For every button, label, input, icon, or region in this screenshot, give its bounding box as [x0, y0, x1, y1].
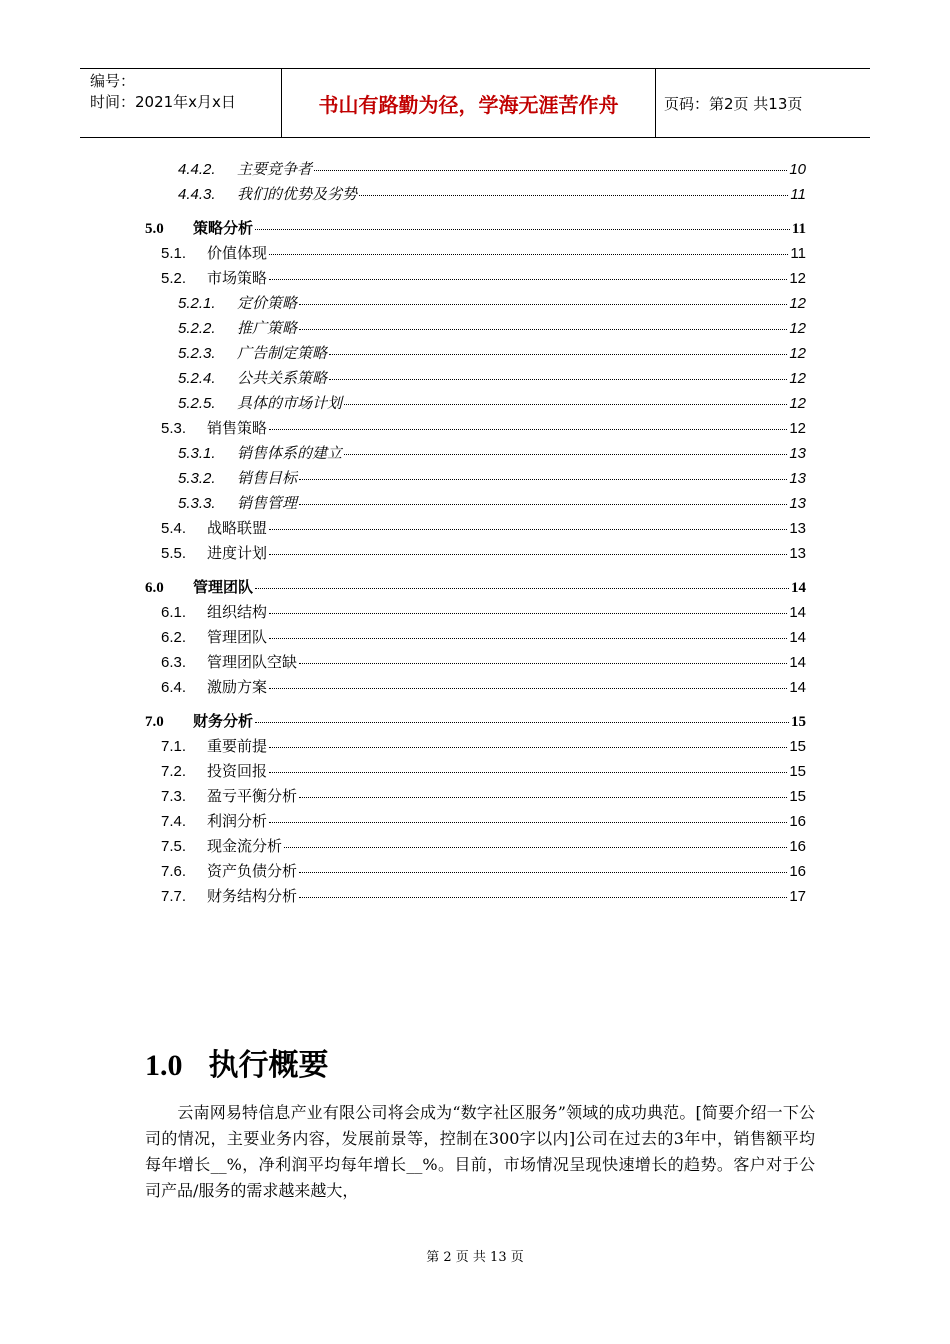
- toc-entry-title: 具体的市场计划: [237, 395, 343, 412]
- toc-dot-leader: [314, 170, 787, 171]
- toc-entry[interactable]: [161, 626, 806, 651]
- toc-entry-title: 销售体系的建立: [237, 445, 343, 462]
- toc-entry-number: 6.2.: [161, 629, 187, 646]
- toc-entry-number: 4.4.2.: [178, 161, 216, 178]
- toc-entry[interactable]: [161, 417, 806, 442]
- toc-dot-leader: [299, 479, 787, 480]
- toc-entry-page: 15: [789, 788, 806, 805]
- toc-entry-title: 进度计划: [207, 545, 268, 562]
- toc-dot-leader: [269, 529, 787, 530]
- toc-dot-leader: [359, 195, 788, 196]
- toc-dot-leader: [269, 254, 788, 255]
- toc-entry[interactable]: [178, 392, 806, 417]
- toc-entry-page: 16: [789, 838, 806, 855]
- toc-entry[interactable]: [161, 267, 806, 292]
- toc-entry-number: 7.6.: [161, 863, 187, 880]
- toc-dot-leader: [344, 404, 787, 405]
- toc-entry[interactable]: [145, 576, 806, 601]
- toc-entry-page: 13: [789, 520, 806, 537]
- toc-dot-leader: [269, 279, 787, 280]
- toc-entry[interactable]: [178, 292, 806, 317]
- header-info: [80, 69, 282, 137]
- toc-entry-number: 5.2.2.: [178, 320, 216, 337]
- body-text: [145, 1100, 815, 1204]
- toc-entry-number: 7.3.: [161, 788, 187, 805]
- body-paragraph: 云南网易特信息产业有限公司将会成为“数字社区服务”领域的成功典范。[简要介绍一下公司的情况，主要业务内容，发展前景等，控制在300字以内]公司在过去的3年中，销售额平均每年增长__%，净利润平均每年增长__%。目前，市场情况呈现快速增长的趋势。客户对于公司产品/服务的需求越来越大，: [145, 1103, 815, 1200]
- toc-entry-number: 7.1.: [161, 738, 187, 755]
- header-page-label: 页码：第2页 共13页: [664, 94, 803, 113]
- toc-entry-title: 投资回报: [207, 763, 268, 780]
- toc-entry-title: 推广策略: [237, 320, 298, 337]
- toc-entry-number: 5.5.: [161, 545, 187, 562]
- toc-entry-number: 7.2.: [161, 763, 187, 780]
- toc-entry-page: 12: [789, 420, 806, 437]
- toc-entry-page: 13: [789, 445, 806, 462]
- toc-entry-title: 销售管理: [237, 495, 298, 512]
- toc-entry-number: 5.2.1.: [178, 295, 216, 312]
- toc-entry-page: 14: [789, 629, 806, 646]
- toc-entry[interactable]: [178, 158, 806, 183]
- date-label: 时间：2021年x月x日: [90, 93, 236, 111]
- toc-dot-leader: [284, 847, 787, 848]
- toc-entry-page: 11: [790, 186, 806, 203]
- toc-entry[interactable]: [178, 492, 806, 517]
- toc-dot-leader: [255, 722, 789, 723]
- page-footer: 第 2 页 共 13 页: [426, 1250, 524, 1265]
- toc-entry[interactable]: [161, 542, 806, 567]
- toc-entry-page: 14: [789, 679, 806, 696]
- toc-entry[interactable]: [178, 442, 806, 467]
- toc-entry[interactable]: [161, 835, 806, 860]
- toc-entry-title: 销售策略: [207, 420, 268, 437]
- toc-entry-title: 重要前提: [207, 738, 268, 755]
- toc-entry-title: 广告制定策略: [237, 345, 328, 362]
- serial-label: 编号：: [90, 72, 136, 90]
- toc-entry[interactable]: [178, 367, 806, 392]
- toc-entry-title: 公共关系策略: [237, 370, 328, 387]
- toc-dot-leader: [299, 304, 787, 305]
- section-number: 1.0: [145, 1049, 183, 1082]
- toc-entry-number: 7.7.: [161, 888, 187, 905]
- toc-entry-number: 7.5.: [161, 838, 187, 855]
- toc-entry-number: 5.4.: [161, 520, 187, 537]
- toc-entry-page: 15: [789, 763, 806, 780]
- toc-entry-page: 16: [789, 813, 806, 830]
- toc-entry-title: 财务结构分析: [207, 888, 298, 905]
- toc-entry-page: 13: [789, 495, 806, 512]
- toc-dot-leader: [299, 897, 787, 898]
- toc-entry-title: 战略联盟: [207, 520, 268, 537]
- section-heading: [145, 1040, 329, 1084]
- toc-entry-page: 12: [789, 370, 806, 387]
- toc-dot-leader: [299, 797, 787, 798]
- toc-entry-number: 5.2.3.: [178, 345, 216, 362]
- toc-entry-title: 主要竞争者: [237, 161, 313, 178]
- toc-entry-number: 7.4.: [161, 813, 187, 830]
- toc-entry-page: 11: [790, 245, 806, 262]
- toc-dot-leader: [269, 772, 787, 773]
- toc-dot-leader: [299, 329, 787, 330]
- toc-entry-page: 17: [789, 888, 806, 905]
- toc-entry-page: 12: [789, 320, 806, 337]
- toc-entry-number: 6.4.: [161, 679, 187, 696]
- toc-entry[interactable]: [161, 242, 806, 267]
- toc-entry-number: 5.3.2.: [178, 470, 216, 487]
- toc-dot-leader: [329, 354, 787, 355]
- toc-entry-page: 14: [789, 604, 806, 621]
- toc-entry-page: 12: [789, 345, 806, 362]
- toc-entry-page: 12: [789, 395, 806, 412]
- toc-entry-title: 销售目标: [237, 470, 298, 487]
- toc-entry[interactable]: [161, 860, 806, 885]
- toc-entry-number: 5.0: [145, 221, 164, 237]
- toc-entry-number: 5.2.: [161, 270, 187, 287]
- toc-entry[interactable]: [161, 601, 806, 626]
- toc-entry-title: 定价策略: [237, 295, 298, 312]
- toc-dot-leader: [299, 504, 787, 505]
- toc-entry-number: 4.4.3.: [178, 186, 216, 203]
- toc-entry-page: 13: [789, 545, 806, 562]
- toc-dot-leader: [269, 613, 787, 614]
- toc-entry-title: 市场策略: [207, 270, 268, 287]
- toc-entry[interactable]: [161, 785, 806, 810]
- toc-entry-title: 激励方案: [207, 679, 268, 696]
- toc-entry-title: 现金流分析: [207, 838, 283, 855]
- toc-entry[interactable]: [161, 517, 806, 542]
- toc-entry-title: 价值体现: [207, 245, 268, 262]
- toc-entry-number: 6.0: [145, 580, 164, 596]
- toc-entry-title: 财务分析: [193, 712, 254, 730]
- toc-entry-title: 盈亏平衡分析: [207, 788, 298, 805]
- toc-dot-leader: [255, 229, 790, 230]
- toc-entry[interactable]: [145, 710, 806, 735]
- toc-entry-page: 16: [789, 863, 806, 880]
- toc-entry[interactable]: [178, 183, 806, 208]
- toc-entry-page: 12: [789, 270, 806, 287]
- toc-dot-leader: [269, 429, 787, 430]
- toc-entry-page: 14: [789, 654, 806, 671]
- toc-entry-title: 管理团队空缺: [207, 654, 298, 671]
- toc-entry-title: 资产负债分析: [207, 863, 298, 880]
- toc-entry[interactable]: [145, 217, 806, 242]
- toc-dot-leader: [269, 638, 787, 639]
- toc-entry-number: 5.2.4.: [178, 370, 216, 387]
- toc-dot-leader: [299, 663, 787, 664]
- toc-entry-title: 组织结构: [207, 604, 268, 621]
- toc-entry[interactable]: [161, 676, 806, 701]
- toc-entry[interactable]: [161, 735, 806, 760]
- toc-dot-leader: [299, 872, 787, 873]
- header-page-cell: [656, 69, 870, 137]
- toc-dot-leader: [329, 379, 787, 380]
- toc-entry-number: 6.3.: [161, 654, 187, 671]
- toc-entry[interactable]: [161, 651, 806, 676]
- toc-dot-leader: [269, 554, 787, 555]
- toc-entry-number: 5.2.5.: [178, 395, 216, 412]
- toc-entry-number: 5.3.: [161, 420, 187, 437]
- toc-entry-page: 10: [789, 161, 806, 178]
- toc-entry-number: 5.3.3.: [178, 495, 216, 512]
- toc-entry[interactable]: [178, 317, 806, 342]
- header-motto-cell: [282, 69, 656, 137]
- toc-dot-leader: [344, 454, 787, 455]
- toc-entry-page: 14: [791, 580, 806, 596]
- toc-entry-title: 策略分析: [193, 219, 254, 237]
- toc-dot-leader: [255, 588, 789, 589]
- header-motto: 书山有路勤为径，学海无涯苦作舟: [318, 92, 619, 117]
- toc-entry[interactable]: [161, 760, 806, 785]
- toc-entry-number: 6.1.: [161, 604, 187, 621]
- toc-entry-title: 管理团队: [193, 578, 254, 596]
- toc-entry-title: 管理团队: [207, 629, 268, 646]
- toc-entry-number: 7.0: [145, 714, 164, 730]
- toc-entry-title: 利润分析: [207, 813, 268, 830]
- toc-entry-number: 5.1.: [161, 245, 187, 262]
- toc-entry-page: 11: [791, 221, 806, 237]
- toc-entry-page: 13: [789, 470, 806, 487]
- toc-entry-number: 5.3.1.: [178, 445, 216, 462]
- toc-entry-page: 15: [791, 714, 806, 730]
- toc-dot-leader: [269, 688, 787, 689]
- toc-entry-page: 15: [789, 738, 806, 755]
- toc-entry[interactable]: [161, 810, 806, 835]
- toc-entry[interactable]: [178, 467, 806, 492]
- toc-entry[interactable]: [178, 342, 806, 367]
- toc-entry[interactable]: [161, 885, 806, 910]
- toc-dot-leader: [269, 747, 787, 748]
- toc-dot-leader: [269, 822, 787, 823]
- toc-entry-title: 我们的优势及劣势: [237, 186, 358, 203]
- page-header: [80, 68, 870, 138]
- toc-entry-page: 12: [789, 295, 806, 312]
- section-title: 执行概要: [208, 1048, 329, 1083]
